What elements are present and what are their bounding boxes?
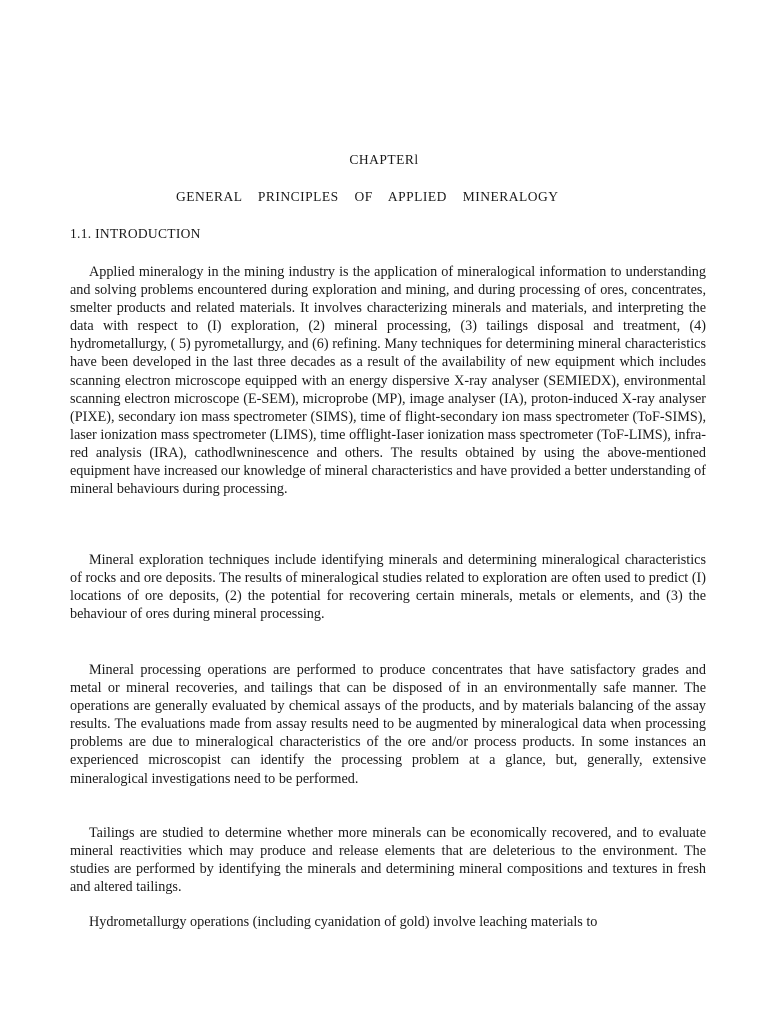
section-heading: 1.1. INTRODUCTION (70, 226, 201, 241)
chapter-title: GENERAL PRINCIPLES OF APPLIED MINERALOGY (176, 189, 559, 204)
paragraph-mineral-processing: Mineral processing operations are performed to produce concentrates that have satisfactory grades and metal or mineral recoveries, and tailings that can be disposed of in an environmentally safe manner. The operations are generally evaluated by chemical assays of the products, and by materials balancing of the assay results. The evaluations made from assay results need to be augmented by mineralogical data when processing problems are due to mineralogical characteristics of the ore and/or process products. In some instances an experienced microscopist can identify the processing problem at a glance, but, generally, extensive mineralogical investigations need to be performed. (70, 662, 706, 787)
paragraph-mineral-exploration: Mineral exploration techniques include identifying minerals and determining mineralogical characteristics of rocks and ore deposits. The results of mineralogical studies related to exploration are often used to predict (I) locations of ore deposits, (2) the potential for recovering certain minerals, metals or elements, and (3) the behaviour of ores during mineral processing. (70, 552, 706, 623)
paragraph-hydrometallurgy: Hydrometallurgy operations (including cyanidation of gold) involve leaching materials to (89, 914, 598, 930)
chapter-heading: CHAPTERl (349, 152, 419, 167)
paragraph-tailings: Tailings are studied to determine whether more minerals can be economically recovered, and to evaluate mineral reactivities which may produce and release elements that are deleterious to the environment. The studies are performed by identifying the minerals and determining mineral compositions and textures in fresh and altered tailings. (70, 825, 706, 896)
paragraph-applied-mineralogy: Applied mineralogy in the mining industry is the application of mineralogical information to understanding and solving problems encountered during exploration and mining, and during processing of ores, concentrates, smelter products and related materials. It involves characterizing minerals and materials, and interpreting the data with respect to (I) exploration, (2) mineral processing, (3) tailings disposal and treatment, (4) hydrometallurgy, ( 5) pyrometallurgy, and (6) refining. Many techniques for determining mineral characteristics have been developed in the last three decades as a result of the availability of new equipment which includes scanning electron microscope equipped with an energy dispersive X-ray analyser (SEMIEDX), environmental scanning electron microscope (E-SEM), microprobe (MP), image analyser (IA), proton-induced X-ray analyser (PIXE), secondary ion mass spectrometer (SIMS), time of flight-secondary ion mass spectrometer (ToF-SIMS), laser ionization mass spectrometer (LIMS), time offlight-Iaser ionization mass spectrometer (ToF-LIMS), infra-red analysis (IRA), cathodlwninescence and others. The results obtained by using the above-mentioned equipment have increased our knowledge of mineral characteristics and have provided a better understanding of mineral behaviours during processing. (70, 264, 706, 498)
